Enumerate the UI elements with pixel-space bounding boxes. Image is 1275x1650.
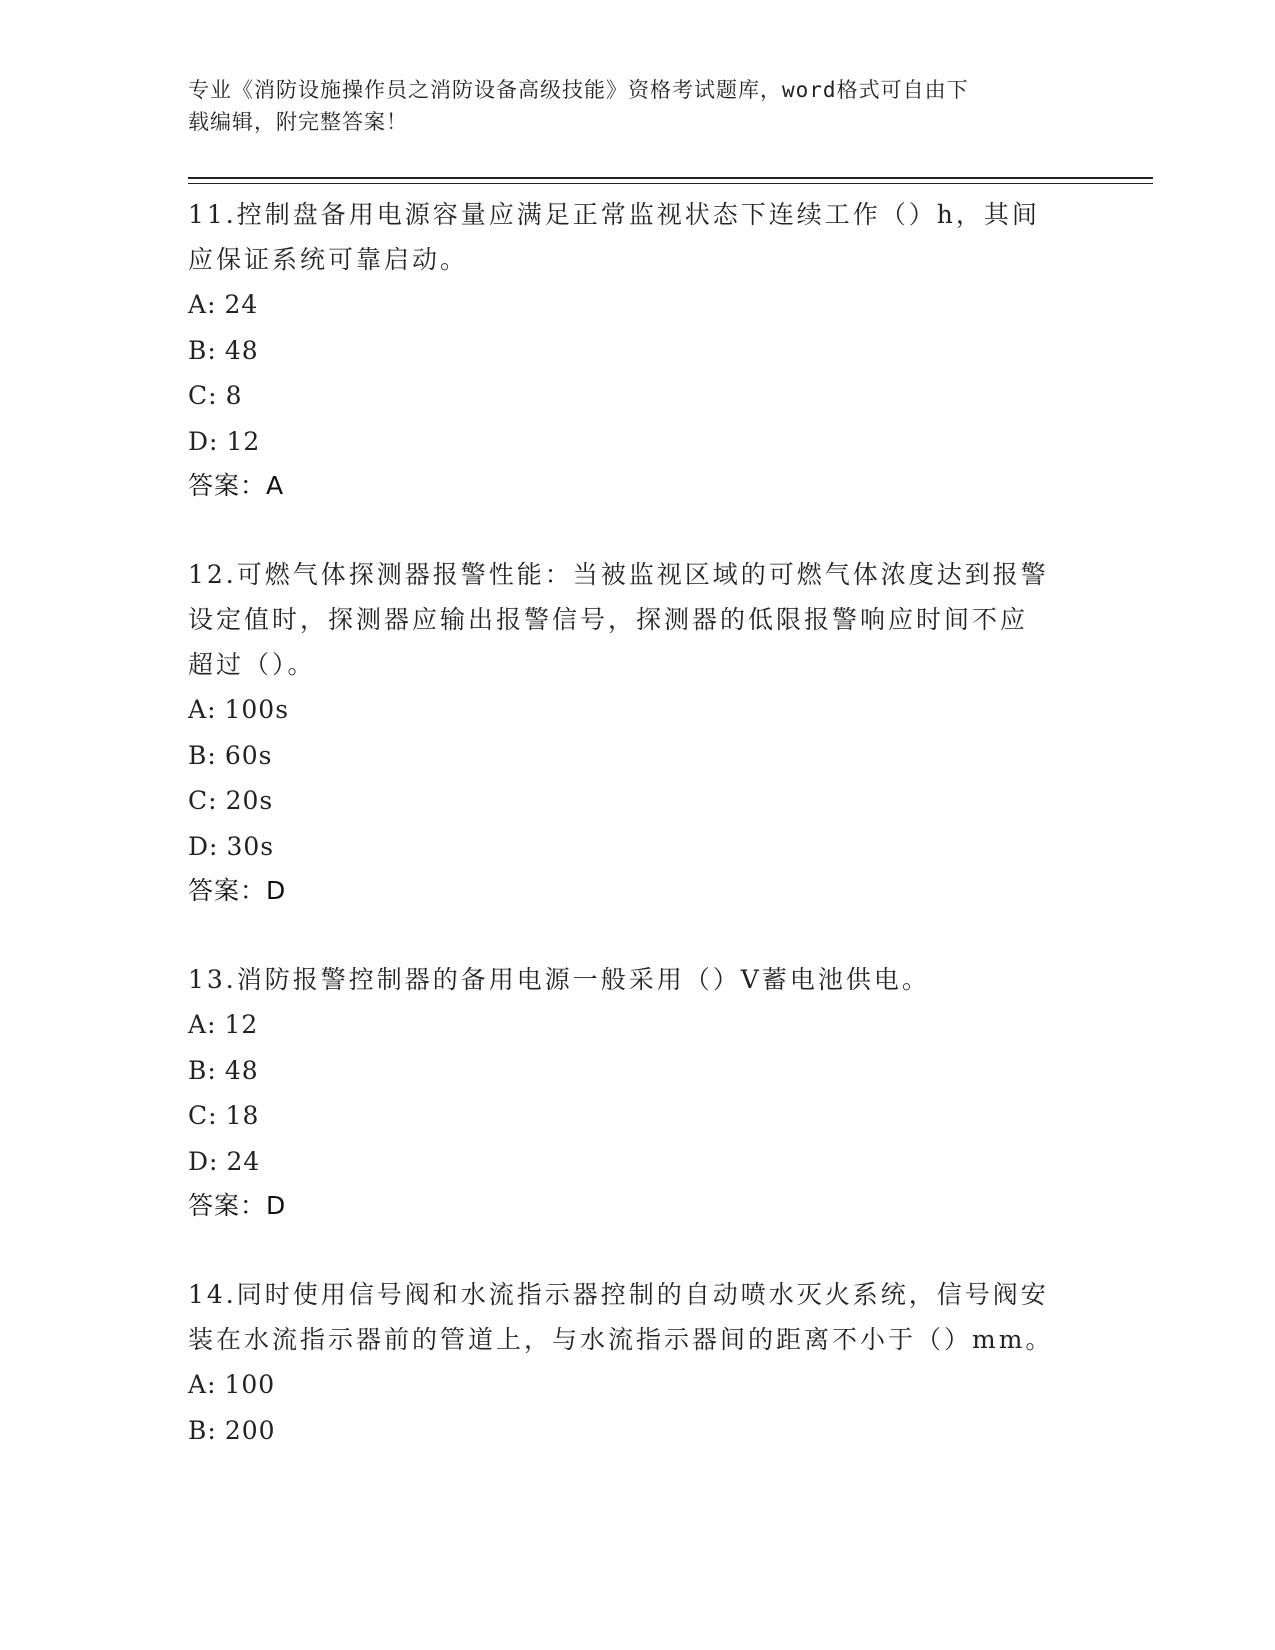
question-stem-line: 超过（）。 — [188, 650, 316, 679]
option-separator: : — [209, 831, 219, 861]
option-text: 12 — [224, 1010, 259, 1039]
question-block — [188, 1272, 1088, 1453]
question-stem-line: 11.控制盘备用电源容量应满足正常监视状态下连续工作（）h，其间 — [188, 200, 1040, 229]
option-key: A — [188, 695, 208, 724]
question-block — [188, 552, 1088, 913]
option-key: A — [188, 1010, 208, 1039]
option-key: B — [188, 335, 208, 365]
question-stem-line: 14.同时使用信号阀和水流指示器控制的自动喷水灭火系统，信号阀安 — [188, 1280, 1049, 1309]
option-text: 18 — [225, 1101, 260, 1130]
document-header — [188, 74, 1068, 138]
option-separator: : — [207, 290, 217, 319]
answer-option — [188, 1048, 1088, 1094]
answer-option — [188, 1002, 1088, 1048]
answer-option — [188, 373, 1088, 419]
answer-option — [188, 733, 1088, 779]
option-separator: : — [207, 1010, 217, 1039]
question-stem-line: 设定值时，探测器应输出报警信号，探测器的低限报警响应时间不应 — [188, 605, 1029, 634]
answer-option — [188, 1408, 1088, 1454]
option-text: 24 — [226, 1146, 261, 1176]
question-stem-line: 应保证系统可靠启动。 — [188, 245, 469, 274]
answer-key: 答案：D — [188, 1191, 287, 1220]
header-line-2: 载编辑，附完整答案！ — [188, 110, 408, 134]
option-key: A — [188, 290, 208, 319]
option-text: 48 — [224, 335, 259, 365]
option-key: D — [188, 1146, 210, 1176]
answer-key: 答案：D — [188, 876, 287, 905]
answer-option — [188, 328, 1088, 374]
answer-key: 答案：A — [188, 471, 285, 500]
option-text: 200 — [224, 1415, 276, 1445]
answer-option — [188, 419, 1088, 465]
option-text: 60s — [224, 740, 273, 770]
question-block — [188, 192, 1088, 508]
option-text: 48 — [224, 1055, 259, 1085]
option-separator: : — [209, 426, 219, 456]
option-separator: : — [207, 695, 217, 724]
question-block — [188, 957, 1088, 1228]
answer-option — [188, 282, 1088, 328]
option-separator: : — [208, 786, 218, 815]
option-key: B — [188, 1055, 208, 1085]
option-separator: : — [207, 1370, 217, 1399]
option-separator: : — [208, 381, 218, 410]
option-key: B — [188, 740, 208, 770]
answer-option — [188, 778, 1088, 824]
answer-option — [188, 1093, 1088, 1139]
option-key: C — [188, 381, 209, 410]
answer-option — [188, 1139, 1088, 1185]
header-divider-thin — [188, 183, 1153, 184]
option-text: 30s — [226, 831, 275, 861]
answer-option — [188, 824, 1088, 870]
answer-option — [188, 687, 1088, 733]
option-separator: : — [209, 1146, 219, 1176]
option-text: 100 — [224, 1370, 276, 1399]
question-stem-line: 装在水流指示器前的管道上，与水流指示器间的距离不小于（）mm。 — [188, 1325, 1054, 1354]
question-stem-line: 13.消防报警控制器的备用电源一般采用（）V蓄电池供电。 — [188, 965, 930, 994]
option-text: 24 — [224, 290, 259, 319]
option-key: D — [188, 831, 210, 861]
option-text: 100s — [224, 695, 290, 724]
option-key: B — [188, 1415, 208, 1445]
option-separator: : — [207, 1055, 217, 1085]
option-separator: : — [207, 1415, 217, 1445]
option-separator: : — [207, 335, 217, 365]
option-key: D — [188, 426, 210, 456]
option-key: C — [188, 1101, 209, 1130]
option-separator: : — [207, 740, 217, 770]
option-text: 8 — [225, 381, 243, 410]
option-key: C — [188, 786, 209, 815]
question-stem-line: 12.可燃气体探测器报警性能：当被监视区域的可燃气体浓度达到报警 — [188, 560, 1049, 589]
option-separator: : — [208, 1101, 218, 1130]
header-line-1: 专业《消防设施操作员之消防设备高级技能》资格考试题库，word格式可自由下 — [188, 78, 969, 102]
answer-option — [188, 1362, 1088, 1408]
option-text: 12 — [226, 426, 261, 456]
header-divider-thick — [188, 177, 1153, 179]
question-list — [188, 192, 1088, 1497]
option-key: A — [188, 1370, 208, 1399]
option-text: 20s — [225, 786, 274, 815]
